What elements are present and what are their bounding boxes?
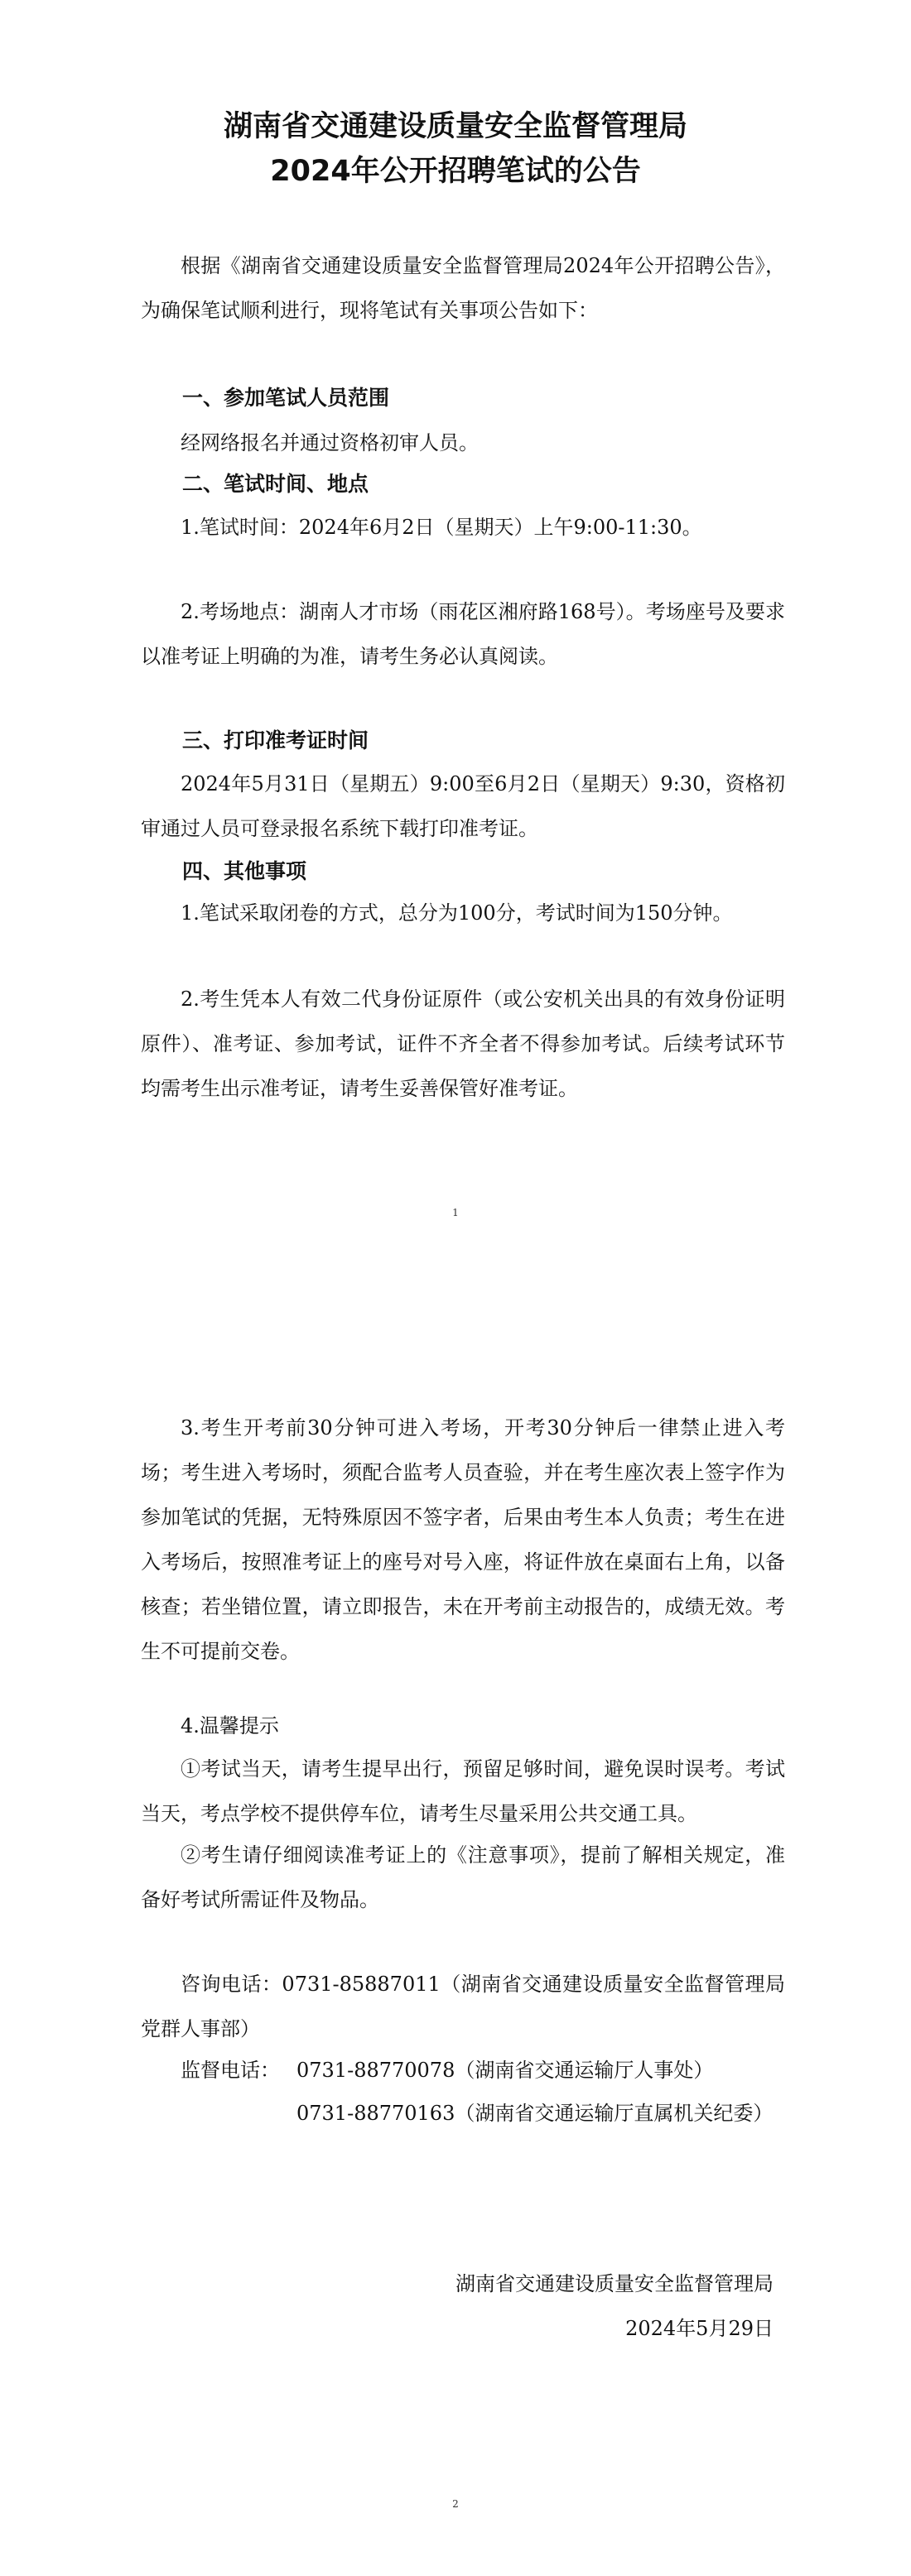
exam-time-paragraph: 1.笔试时间：2024年6月2日（星期天）上午9:00-11:30。 — [181, 516, 702, 539]
other-item-1-paragraph: 1.笔试采取闭卷的方式，总分为100分，考试时间为150分钟。 — [181, 901, 733, 925]
supervise-phone-2: 0731-88770163（湖南省交通运输厅直属机关纪委） — [296, 2102, 774, 2125]
section-4-heading: 四、其他事项 — [182, 859, 307, 883]
section-3-heading: 三、打印准考证时间 — [182, 728, 369, 752]
supervise-phone-label: 监督电话： — [181, 2059, 280, 2082]
tip-1-paragraph: ①考试当天，请考生提早出行，预留足够时间，避免误时误考。考试当天，考点学校不提供停车位，请考生尽量采用公共交通工具。 — [141, 1757, 785, 1825]
signature-date: 2024年5月29日 — [625, 2317, 774, 2340]
consult-phone: 咨询电话：0731-85887011（湖南省交通建设质量安全监督管理局党群人事部） — [141, 1973, 785, 2040]
other-item-3-paragraph: 3.考生开考前30分钟可进入考场，开考30分钟后一律禁止进入考场；考生进入考场时，须配合监考人员查验，并在考生座次表上签字作为参加笔试的凭据，无特殊原因不签字者，后果由考生本人负责；考生在进入考场后，按照准考证上的座号对号入座，将证件放在桌面右上角，以备核查；若坐错位置，请立即报告，未在开考前主动报告的，成绩无效。考生不可提前交卷。 — [141, 1416, 785, 1663]
page-number-2: 2 — [452, 2498, 459, 2510]
supervise-phone-1: 0731-88770078（湖南省交通运输厅人事处） — [296, 2059, 714, 2082]
exam-location-paragraph: 2.考场地点：湖南人才市场（雨花区湘府路168号）。考场座号及要求以准考证上明确的为准，请考生务必认真阅读。 — [141, 600, 785, 668]
section-1-paragraph: 经网络报名并通过资格初审人员。 — [181, 431, 479, 454]
admission-ticket-paragraph: 2024年5月31日（星期五）9:00至6月2日（星期天）9:30，资格初审通过人员可登录报名系统下载打印准考证。 — [141, 772, 785, 840]
document-page-2 — [0, 1288, 911, 2576]
section-2-heading: 二、笔试时间、地点 — [182, 472, 369, 496]
other-item-2-paragraph: 2.考生凭本人有效二代身份证原件（或公安机关出具的有效身份证明原件）、准考证、参加考试，证件不齐全者不得参加考试。后续考试环节均需考生出示准考证，请考生妥善保管好准考证。 — [141, 988, 785, 1100]
intro-paragraph: 根据《湖南省交通建设质量安全监督管理局2024年公开招聘公告》，为确保笔试顺利进行，现将笔试有关事项公告如下： — [141, 254, 785, 322]
section-1-heading: 一、参加笔试人员范围 — [182, 386, 390, 410]
document-title-line-2: 2024年公开招聘笔试的公告 — [270, 155, 641, 188]
tip-2-paragraph: ②考生请仔细阅读准考证上的《注意事项》，提前了解相关规定，准备好考试所需证件及物品。 — [141, 1843, 785, 1911]
page-number-1: 1 — [452, 1207, 459, 1218]
document-title-line-1: 湖南省交通建设质量安全监督管理局 — [223, 110, 687, 143]
tips-heading: 4.温馨提示 — [181, 1714, 279, 1737]
signature-organization: 湖南省交通建设质量安全监督管理局 — [456, 2272, 774, 2295]
